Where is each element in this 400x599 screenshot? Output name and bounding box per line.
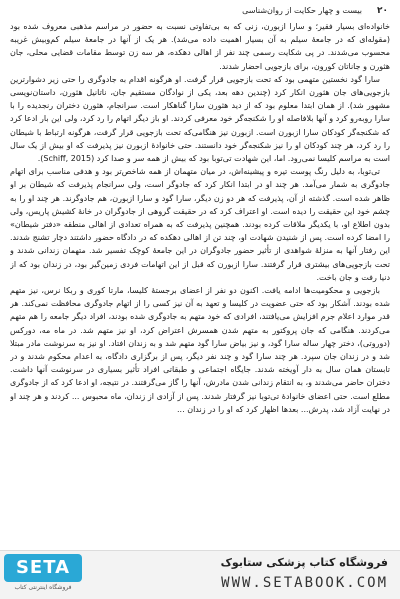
logo-caption: فروشگاه اینترنتی کتاب: [14, 584, 72, 591]
logo-mark: SETA: [4, 554, 82, 582]
page-number: ۲۰: [377, 6, 388, 16]
paragraph: تی‌توبا، به دلیل رنگ پوست تیره و پیشینه‌اش، در میان متهمان از همه شاخص‌تر بود و هدفی مناسب برای اتهام جادوگری به شمار می‌آمد. هر چند او در ابتدا انکار کرد که جادوگر است، ولی سرانجام پذیرفت که شیطان بر او ظاهر شده است. گذشته از آن، پذیرفت که هر دو زن دیگر، سارا گود و سارا ازبورن، هم جادوگرند. هر چند او را به چشم خود این حقیقت را دیده است. او اعتراف کرد که در حقیقت گروهی از جادوگران در خانهٔ کشیش پاریس، ولی بدون اطلاع او، با یکدیگر ملاقات کرده بودند. همچنین پذیرفت که به همراه تعدادی از اهالی منطقه «دفتر شیطان» را امضا کرده است. پس از شنیدن شهادت او، چند تن از اهالی دهکده که در دادگاه حضور داشتند دچار تشنج شدند. این رفتار آنها به منزلهٔ شواهدی از تأثیر حضور جادوگران در این جامعهٔ کوچک تفسیر شد. متهمان زندانی شدند و تحت بازجویی‌های بیشتری قرار گرفتند. سارا ازبورن که قبل از این اتهامات فردی زمین‌گیر بود، در زندان بود که از دنیا رفت و جان باخت.: [10, 167, 390, 282]
paragraph: سارا گود نخستین متهمی بود که تحت بازجویی قرار گرفت. او هرگونه اقدام به جادوگری را حتی زیر دشوارترین بازجویی‌های جان هثورن انکار کرد (چندین دهه بعد، یکی از نوادگان مستقیم جان، ناتانیل هثورن، داستان‌نویسی مشهور شد). از همان ابتدا معلوم بود که از دید هثورن سارا گناهکار است. سرانجام، هثورن دختران رنجدیده را با سارا روبه‌رو کرد و آنها بلافاصله او را شکنجه‌گر خود معرفی کردند. او باز دیگر اتهام را رد کرد، ولی این بار ادعا کرد که شکنجه‌گر کودکان سارا ازبورن است. ازبورن نیز هنگامی‌که تحت بازجویی قرار گرفت، هرگونه ارتباط با شیطان را رد کرد، هر چند کودکان او را نیز شکنجه‌گر خود دانستند. حتی خانوادهٔ ازبورن نیز پذیرفت که او بیش از یک سال است به مراسم کلیسا نمی‌رود. اما، این شهادت تی‌توبا بود که بیش از همه سر و صدا کرد (Schiff, 2015).: [10, 74, 390, 164]
store-logo[interactable]: [4, 554, 82, 594]
paragraph: بازجویی و محکومیت‌ها ادامه یافت. اکنون دو نفر از اعضای برجستهٔ کلیسا، مارتا کوری و ربکا نرس، نیز متهم شده بودند. آشکار بود که حتی عضویت در کلیسا و تعهد به آن نیز کسی را از اتهام جادوگری محافظت نمی‌کند. هر قدر موارد اعلام جرم افزایش می‌یافتند، افرادی که خود متهم به جادوگری شده بودند، افراد دیگر جامعه را هم متهم می‌کردند. هنگامی که جان پروکتور به متهم شدن همسرش اعتراض کرد، او نیز متهم شد. در ماه مه، دورکس (دوروتی)، دختر چهار ساله سارا گود، و نیز بیاض سارا گود متهم شد و به زندان افتاد. او نیز به سرنوشت مادر مبتلا شد و در زندان جان سپرد. هر چند سارا گود و چند نفر دیگر، پس از برگزاری دادگاه، به اعدام محکوم شدند و در تابستان همان سال به دار آویخته شدند. جایگاه اجتماعی و طبقاتی افراد تأثیر بسیاری در سرنوشت آنها داشت. دختران حاضر می‌شدند و، به انتقام زندانی شدن مادرش، آنها را گاز می‌گرفتند. در نتیجه، او ادعا کرد که از جادوگری مطلع است. حتی اعضای خانوادهٔ تی‌توبا نیز گرفتار شدند. پس از آزادی از زندان، ماه محبوس ... کردند و هر چند او در نهایت آزاد شد، پدرش... بعدها اظهار کرد که او را در زندان ...: [10, 286, 390, 414]
store-footer-banner[interactable]: [0, 550, 400, 599]
store-name: فروشگاه کتاب پزشکی ستابوک: [220, 556, 388, 569]
running-head: بیست و چهار حکایت از روان‌شناسی: [242, 6, 362, 15]
page-header: [8, 4, 388, 20]
body-text: [10, 20, 390, 556]
paragraph: خانواده‌ای بسیار فقیر؛ و سارا ازبورن، زنی که به بی‌تفاوتی نسبت به حضور در مراسم مذهبی معروف شده بود (مقوله‌ای که در جامعهٔ سیلم به آن بسیار اهمیت داده می‌شد). هر یک از آنها در جامعهٔ سیلم کم‌وبیش غریبه محسوب می‌شدند. در پی شکایت رسمی چند نفر از اهالی دهکده، هر سه زن توسط مقامات قضایی محلی، جان هثورن و جاناتان کورون، برای بازجویی احضار شدند.: [10, 22, 390, 71]
store-url-link[interactable]: WWW.SETABOOK.COM: [221, 575, 388, 591]
